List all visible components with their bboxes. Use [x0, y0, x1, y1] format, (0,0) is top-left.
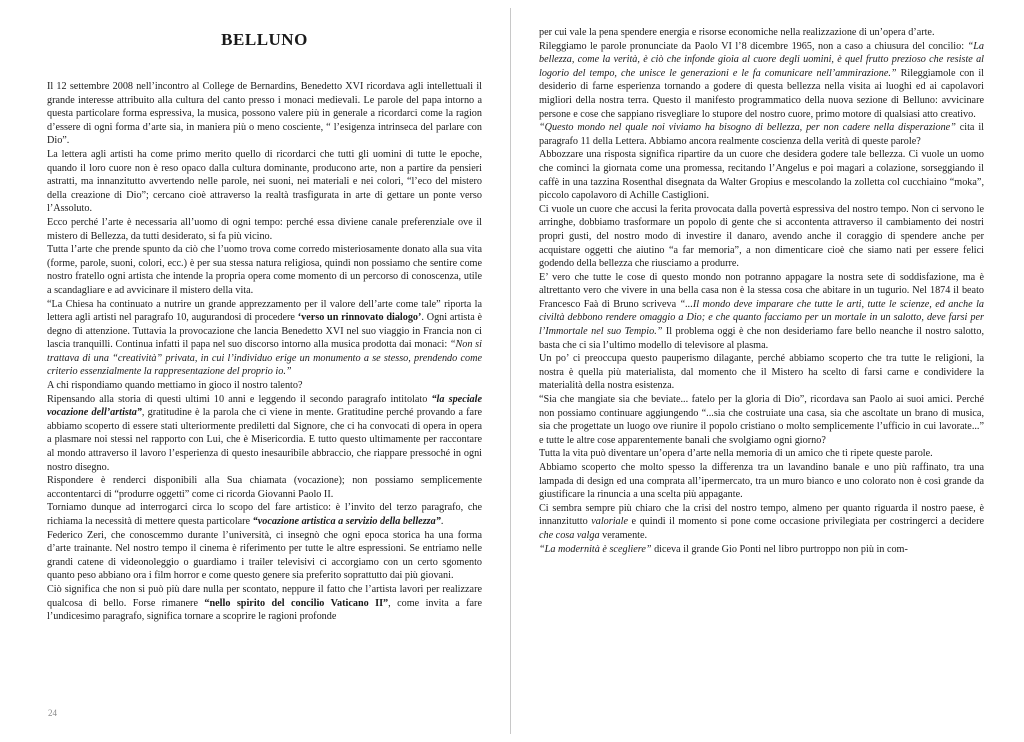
text-run: Il problema oggi è che non desideriamo fare bello neanche il nostro salotto, basta che ci sia l’ultimo modello di televisore al plasma.	[539, 326, 984, 351]
paragraph	[539, 543, 984, 557]
text-run: Rileggiamo le parole pronunciate da Paolo VI l’8 dicembre 1965, non a caso a chiusura del concilio:	[539, 40, 968, 52]
bold-phrase: ‘verso un rinnovato dialogo’	[297, 312, 422, 324]
italic-quote: “La modernità è scegliere”	[539, 543, 652, 555]
italic-phrase: che cosa valga	[539, 529, 600, 541]
text-run: , come invita a fare l’undicesimo paragrafo, significa tornare a scoprire le ragioni profonde	[47, 597, 482, 623]
paragraph: Il 12 settembre 2008 nell’incontro al College de Bernardins, Benedetto XVI ricordava agli intellettuali il grande interesse attribuito alla cultura del canto presso i monaci medievali. Le parole del papa intorno a questa particolare forma espressiva, la musica, possono valere più in generale a ricordarci come la ragion d’essere di ogni forma d’arte sia, in maniera più o meno cosciente, “ l’esigenza intrinseca del parlare con Dio”.	[47, 81, 482, 147]
paragraph	[539, 271, 984, 353]
italic-word: valoriale	[591, 516, 628, 528]
text-run: , gratitudine è la parola che ci viene in mente. Gratitudine perché provando a fare abbiamo scoperto di essere stati ulteriormente prediletti dal Signore, che ci ha convocati di opera in opera a plasmare noi stessi nel rapporto con Lui, che è Misericordia. E tutto questo ultimamente per raccontare al mondo attraverso il lavoro l’esperienza di questo inesauribile abbraccio, che riappare pressoché in ogni nostro disegno.	[47, 407, 482, 473]
text-run: Ci sembra sempre più chiaro che la crisi del nostro tempo, almeno per quanto riguarda il nostro paese, è innanzitutto	[539, 502, 984, 528]
text-run: .	[440, 516, 444, 527]
text-run: Ripensando alla storia di questi ultimi 10 anni e leggendo il secondo paragrafo intitolato	[47, 393, 432, 405]
bold-italic-phrase: “vocazione artistica a servizio della bellezza”	[252, 516, 441, 527]
text-run: cita il paragrafo 11 della Lettera. Abbiamo ancora realmente coscienza della verità di queste parole?	[539, 122, 984, 147]
right-page	[512, 0, 1024, 742]
paragraph	[47, 583, 482, 624]
paragraph: La lettera agli artisti ha come primo merito quello di ricordarci che tutti gli uomini di tutte le epoche, quando il loro cuore non è reso opaco dalla cultura dominante, producono arte, non a partire da pensieri astratti, ma innanzitutto avvertendo nelle parole, nei suoni, nei materiali e nei colori, “l’eco del mistero della creazione di Dio”; cercano cioè attraverso la realtà trasfigurata in arte di gettare un ponte verso l’Assoluto.	[47, 148, 482, 215]
text-run: e quindi il momento si pone come occasione privilegiata per costringerci a decidere	[627, 516, 984, 528]
text-run: “La Chiesa ha continuato a nutrire un grande apprezzamento per il valore dell’arte come tale” riporta la lettera agli artisti nel paragrafo 10, augurandosi di procedere	[47, 298, 482, 324]
paragraph: per cui vale la pena spendere energia e risorse economiche nella realizzazione di un’opera d’arte.	[539, 27, 935, 38]
text-run: Ciò significa che non si può più dare nulla per scontato, neppure il fatto che l’artista lavori per realizzare qualcosa di bello. Forse rimanere	[47, 583, 482, 609]
paragraph: Tutta l’arte che prende spunto da ciò che l’uomo trova come corredo misteriosamente donato alla sua vita (forme, parole, suoni, colori, ecc.) è per sua stessa natura religiosa, quindi non possiamo che sentire come nostro fratello ogni artista che intende la propria opera come momento di un percorso di conoscenza, utile a scandagliare e ad avvicinare il mistero della vita.	[47, 244, 482, 296]
text-run: Torniamo dunque ad interrogarci circa lo scopo del fare artistico: è l’invito del terzo paragrafo, che richiama la necessità di mettere questa particolare	[47, 502, 482, 527]
paragraph	[539, 502, 984, 543]
paragraph	[47, 501, 482, 528]
paragraph: A chi rispondiamo quando mettiamo in gioco il nostro talento?	[47, 380, 303, 392]
paragraph	[539, 121, 984, 148]
page-number: 24	[48, 708, 57, 718]
paragraph: Tutta la vita può diventare un’opera d’arte nella memoria di un amico che ti ripete queste parole.	[539, 448, 933, 460]
italic-quote: “La bellezza, come la verità, è ciò che infonde gioia al cuore degli uomini, è quel frutto prezioso che resiste al logorio del tempo, che unisce le generazioni e le fa comunicare nell’ammirazione.”	[539, 40, 984, 79]
text-run: diceva il grande Gio Ponti nel libro purtroppo non più in com-	[651, 543, 908, 555]
text-run: veramente.	[599, 529, 648, 541]
paragraph: Federico Zeri, che conoscemmo durante l’università, ci insegnò che ogni epoca storica ha una forma d’arte trainante. Nel nostro tempo il cinema è riferimento per tutte le altre espressioni. Se entriamo nelle grandi catene di videonoleggio o guardiamo i trailer televisivi ci accorgiamo con un certo sgomento quanto peso abbiano ora i film horror e come questo genere sia preferito soprattutto dai più giovani.	[47, 529, 482, 582]
page-title: BELLUNO	[221, 30, 308, 49]
paragraph: Rispondere è renderci disponibili alla Sua chiamata (vocazione); non possiamo semplicemente accontentarci di “produrre oggetti” come ci ricorda Giovanni Paolo II.	[47, 475, 482, 500]
paragraph: Ci vuole un cuore che accusi la ferita provocata dalla povertà espressiva del nostro tempo. Non ci servono le arringhe, dobbiamo trasformare un popolo di gente che si accontenta attraverso il cambiamento dei nostri propri gusti, del nostro modo di investire il danaro, avendo anche il coraggio di spendere anche per acquistare oggetti che aiutino “a far memoria”, a non dimenticare cioè che siamo nati per essere felici godendo della bellezza che riusciamo a produrre.	[539, 203, 984, 270]
italic-quote: “Non si trattava di una “creatività” privata, in cui l’individuo erige un monumento a se stesso, prendendo come criterio essenzialmente la rappresentazione del proprio io.”	[47, 339, 482, 378]
paragraph	[47, 298, 482, 380]
bold-italic-phrase: “la speciale vocazione dell’artista”	[47, 393, 482, 419]
text-run: . Ogni artista è degno di attenzione. Tuttavia la provocazione che lancia Benedetto XVI nel suo viaggio in Francia non ci lascia tranquilli. Continua infatti il papa nel suo discorso intorno alla musica prodotta dai monaci:	[47, 312, 482, 351]
text-run: Rileggiamole con il desiderio di farne esperienza tornando a godere di questa bellezza nella visita ai luoghi ed ai capolavori migliori della nostra terra. Questo il manifesto programmatico della nuova sezione di Belluno: avvicinare persone e cose che sappiano risvegliare lo stupore del nostro cuore, primo motore di qualsiasi atto creativo.	[539, 67, 984, 120]
paragraph	[47, 393, 482, 475]
paragraph: Abbiamo scoperto che molto spesso la differenza tra un lavandino banale e uno più raffinato, tra una lampada di design ed una comprata all’ipermercato, tra un muro bianco e uno colorato non è così grande da giustificare la rinuncia a una scelta più appagante.	[539, 462, 984, 501]
bold-phrase: “nello spirito del concilio Vaticano II”	[204, 597, 389, 609]
paragraph	[539, 40, 984, 122]
paragraph: “Sia che mangiate sia che beviate... fatelo per la gloria di Dio”, ricordava san Paolo ai suoi amici. Perché non possiamo continuare aggiungendo “...sia che costruiate una casa, sia che ascoltate un brano di musica, sia che progettate un luogo ove riunire il popolo cristiano o molto semplicemente l’ufficio in cui lavorate...” e tutte le altre cose apparentemente banali che svolgiamo ogni giorno?	[539, 394, 984, 446]
italic-quote: “...Il mondo deve imparare che tutte le arti, tutte le scienze, ed anche la civiltà debbono rendere omaggio a Dio; e che quanto facciamo per un mortale in un salotto, deve farsi per l’Immortale nel suo Tempio.”	[539, 298, 984, 338]
paragraph: Un po’ ci preoccupa questo pauperismo dilagante, perché abbiamo scoperto che tra tutte le religioni, la nostra è quella più materialista, dal momento che il Mistero ha scelto di farsi carne e condividere la materialità della nostra esistenza.	[539, 353, 984, 392]
italic-quote: “Questo mondo nel quale noi viviamo ha bisogno di bellezza, per non cadere nella disperazione”	[539, 122, 956, 134]
paragraph: Abbozzare una risposta significa ripartire da un cuore che desidera godere tale bellezza. Ci vuole un uomo che cominci la giornata come una promessa, recitando l’Angelus e poi magari a colazione, sorseggiando il caffè in una tazzina Rosenthal disegnata da Walter Gropius e mescolando la zolletta col cucchiaino “moka”, piccolo capolavoro di Achille Castiglioni.	[539, 149, 984, 202]
text-run: E’ vero che tutte le cose di questo mondo non potranno appagare la nostra sete di soddisfazione, ma è altrettanto vero che vivere in una bella casa non è la stessa cosa che abitare in un tugurio. Nel 1874 il beato Francesco Faà di Bruno scriveva	[539, 271, 984, 310]
page-gutter	[510, 8, 511, 734]
paragraph: Ecco perché l’arte è necessaria all’uomo di ogni tempo: perché essa diviene canale preferenziale ove il mistero di Bellezza, da tutti desiderato, si fa più vicino.	[47, 216, 482, 242]
